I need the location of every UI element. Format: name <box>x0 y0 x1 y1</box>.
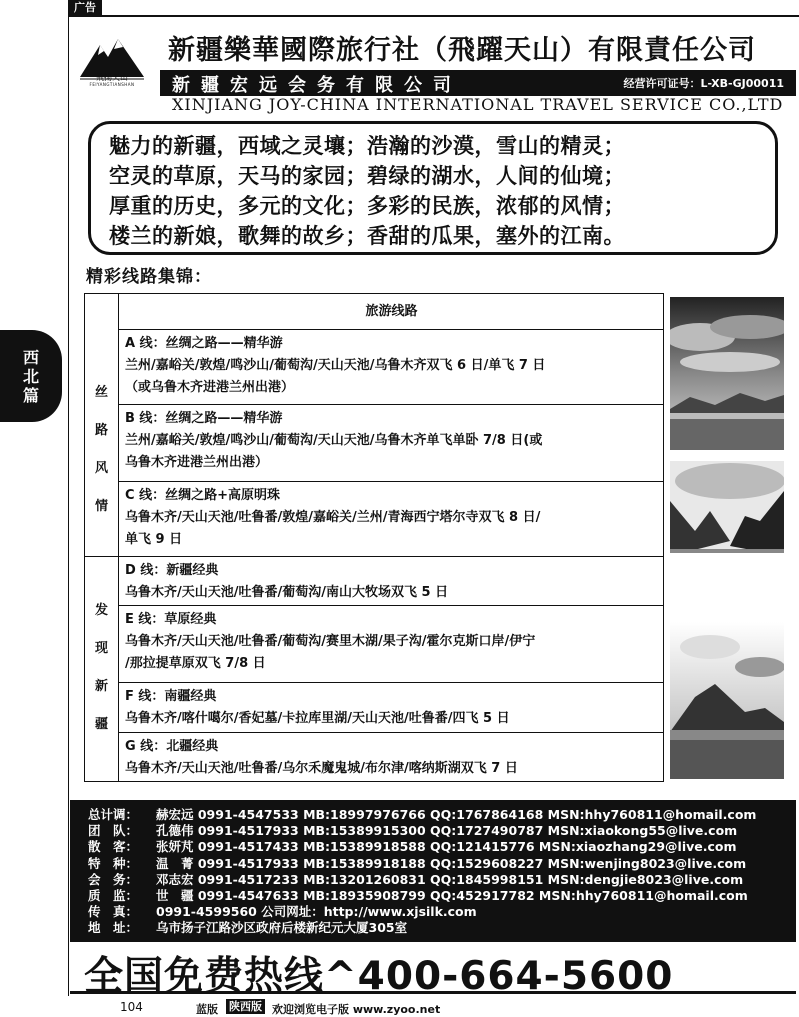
slogan-line: 魅力的新疆，西域之灵壤；浩瀚的沙漠，雪山的精灵； <box>109 134 625 158</box>
route-detail: 乌鲁木齐/喀什噶尔/香妃墓/卡拉库里湖/天山天池/吐鲁番/四飞 5 日 <box>125 711 510 726</box>
left-rule <box>68 16 69 996</box>
contact-panel <box>70 800 796 942</box>
logo-sub: FEIYANGTIANSHAN <box>89 82 135 87</box>
edition-badge: 陕西版 <box>226 999 265 1014</box>
side-tab-char: 篇 <box>22 385 39 405</box>
ad-tag: 广告 <box>68 0 102 16</box>
table-header: 旅游线路 <box>119 294 664 330</box>
contact-row: 传 真： 0991-4599560 公司网址：http://www.xjsilk.com <box>88 904 477 920</box>
contact-row: 会 务： 邓志宏 0991-4517233 MB:13201260831 QQ:1845998151 MSN:dengjie8023@live.com <box>88 871 744 887</box>
route-detail: 乌鲁木齐/天山天池/吐鲁番/敦煌/嘉峪关/兰州/青海西宁塔尔寺双飞 8 日/ <box>125 510 541 525</box>
top-rule <box>68 15 799 17</box>
license-number: 经营许可证号：L-XB-GJ00011 <box>623 77 784 90</box>
group-label-discover-xinjiang: 发 现 新 疆 <box>94 603 108 732</box>
group-separator <box>85 556 118 557</box>
route-title: B 线：丝绸之路——精华游 <box>125 411 283 426</box>
landscape-photo-valley <box>670 461 784 605</box>
route-detail: 兰州/嘉峪关/敦煌/鸣沙山/葡萄沟/天山天池/乌鲁木齐双飞 6 日/单飞 7 日 <box>125 358 546 373</box>
route-detail: 单飞 9 日 <box>125 532 183 547</box>
route-title: E 线：草原经典 <box>125 612 217 627</box>
landscape-photo-lake <box>670 297 784 450</box>
company-name-en: XINJIANG JOY-CHINA INTERNATIONAL TRAVEL SERVICE CO.,LTD <box>172 95 784 114</box>
slogan-line: 楼兰的新娘，歌舞的故乡；香甜的瓜果，塞外的江南。 <box>109 224 625 248</box>
contact-row: 特 种： 温 菁 0991-4517933 MB:15389918188 QQ:1529608227 MSN:wenjing8023@live.com <box>88 855 747 871</box>
routes-table <box>84 293 664 782</box>
logo-name: 飛揚天山 <box>96 73 128 82</box>
route-detail: 乌鲁木齐/天山天池/吐鲁番/葡萄沟/南山大牧场双飞 5 日 <box>125 585 449 600</box>
page-number: 104 <box>120 1000 143 1014</box>
region-side-tab <box>0 330 62 422</box>
route-row <box>119 330 664 405</box>
contact-row: 散 客： 张妍芃 0991-4517433 MB:15389918588 QQ:121415776 MSN:xiaozhang29@live.com <box>88 839 737 855</box>
route-row <box>119 683 664 733</box>
route-title: D 线：新疆经典 <box>125 563 219 578</box>
route-row <box>119 733 664 783</box>
contact-row: 质 监： 世 疆 0991-4547633 MB:18935908799 QQ:452917782 MSN:hhy760811@homail.com <box>88 888 748 904</box>
route-title: C 线：丝绸之路+高原明珠 <box>125 488 280 503</box>
route-detail: 兰州/嘉峪关/敦煌/鸣沙山/葡萄沟/天山天池/乌鲁木齐单飞单卧 7/8 日(或 <box>125 433 543 448</box>
landscape-photo-mountain <box>670 622 784 779</box>
contact-row: 总计调： 赫宏远 0991-4547533 MB:18997976766 QQ:1767864168 MSN:hhy760811@homail.com <box>88 807 757 822</box>
route-row <box>119 606 664 683</box>
route-title: A 线：丝绸之路——精华游 <box>125 336 283 351</box>
hotline-number: 全国免费热线^400-664-5600 <box>84 954 674 999</box>
company-name-cn: 新疆樂華國際旅行社（飛躍天山）有限責任公司 <box>168 35 756 66</box>
slogan-line: 空灵的草原，天马的家园；碧绿的湖水，人间的仙境； <box>109 164 625 188</box>
slogan-line: 厚重的历史，多元的文化；多彩的民族，浓郁的风情； <box>109 194 625 218</box>
group-label-silk-road: 丝 路 风 情 <box>94 385 108 514</box>
route-detail: （或乌鲁木齐进港兰州出港） <box>125 380 295 395</box>
company-bar <box>160 70 796 96</box>
contact-row: 地 址： 乌市扬子江路沙区政府后楼新纪元大厦305室 <box>88 920 408 936</box>
slogan-box <box>88 121 778 255</box>
hotline-banner <box>70 942 796 999</box>
side-tab-char: 北 <box>22 366 39 386</box>
edition-label: 蓝版 <box>196 1003 218 1016</box>
section-title: 精彩线路集锦： <box>86 267 212 287</box>
company-sub-name: 新疆宏远会务有限公司 <box>172 75 462 96</box>
route-row <box>119 405 664 482</box>
side-tab-char: 西 <box>22 347 39 367</box>
route-detail: 乌鲁木齐/天山天池/吐鲁番/乌尔禾魔鬼城/布尔津/喀纳斯湖双飞 7 日 <box>125 761 518 776</box>
route-detail: 乌鲁木齐/天山天池/吐鲁番/葡萄沟/赛里木湖/果子沟/霍尔克斯口岸/伊宁 <box>125 634 536 649</box>
route-row <box>119 482 664 557</box>
contact-row: 团 队： 孔德伟 0991-4517933 MB:15389915300 QQ:1727490787 MSN:xiaokong55@live.com <box>88 823 738 839</box>
website-link[interactable]: 欢迎浏览电子版 www.zyoo.net <box>272 1003 441 1016</box>
route-row <box>119 557 664 606</box>
route-detail: /那拉提草原双飞 7/8 日 <box>125 656 266 671</box>
route-detail: 乌鲁木齐进港兰州出港） <box>125 455 269 470</box>
page-footer <box>68 998 799 1017</box>
route-title: G 线：北疆经典 <box>125 739 219 754</box>
route-title: F 线：南疆经典 <box>125 689 217 704</box>
